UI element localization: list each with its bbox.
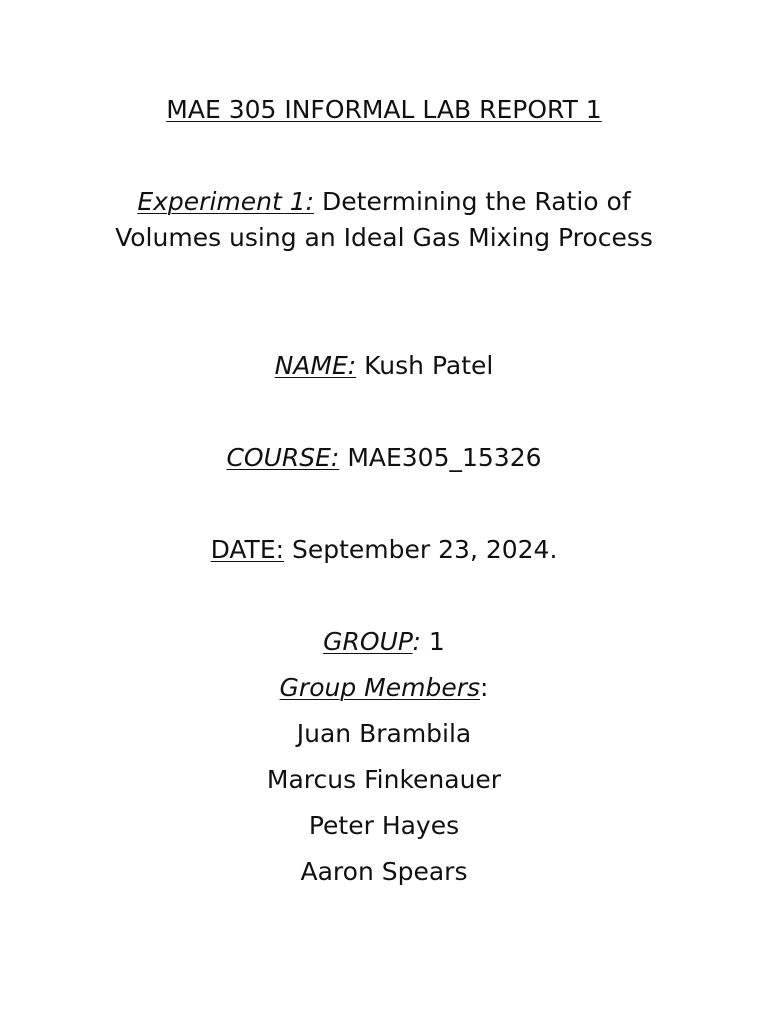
group-member-name: Aaron Spears bbox=[300, 857, 468, 886]
experiment-label: Experiment 1: bbox=[137, 187, 315, 216]
group-colon: : bbox=[412, 627, 421, 656]
report-title-text: MAE 305 INFORMAL LAB REPORT 1 bbox=[166, 95, 602, 124]
group-label: GROUP bbox=[323, 627, 413, 656]
group-member-name: Peter Hayes bbox=[308, 811, 460, 840]
group-member-item bbox=[0, 808, 768, 844]
group-member-item bbox=[0, 716, 768, 752]
group-member-name: Juan Brambila bbox=[296, 719, 472, 748]
group-value: 1 bbox=[428, 627, 445, 656]
date-value: September 23, 2024. bbox=[292, 535, 558, 564]
name-line bbox=[0, 348, 768, 384]
name-label: NAME: bbox=[274, 351, 357, 380]
report-title bbox=[0, 92, 768, 128]
group-members-colon: : bbox=[480, 673, 489, 702]
group-member-item bbox=[0, 762, 768, 798]
group-members-heading bbox=[0, 670, 768, 706]
group-member-item bbox=[0, 854, 768, 890]
date-line bbox=[0, 532, 768, 568]
group-member-name: Marcus Finkenauer bbox=[266, 765, 502, 794]
course-line bbox=[0, 440, 768, 476]
course-value: MAE305_15326 bbox=[347, 443, 542, 472]
experiment-heading bbox=[90, 184, 678, 256]
experiment-title: Determining the Ratio of Volumes using an Ideal Gas Mixing Process bbox=[115, 187, 653, 252]
name-value: Kush Patel bbox=[364, 351, 494, 380]
group-members-label: Group Members bbox=[279, 673, 481, 702]
date-label: DATE: bbox=[210, 535, 285, 564]
course-label: COURSE: bbox=[226, 443, 340, 472]
group-line bbox=[0, 624, 768, 660]
